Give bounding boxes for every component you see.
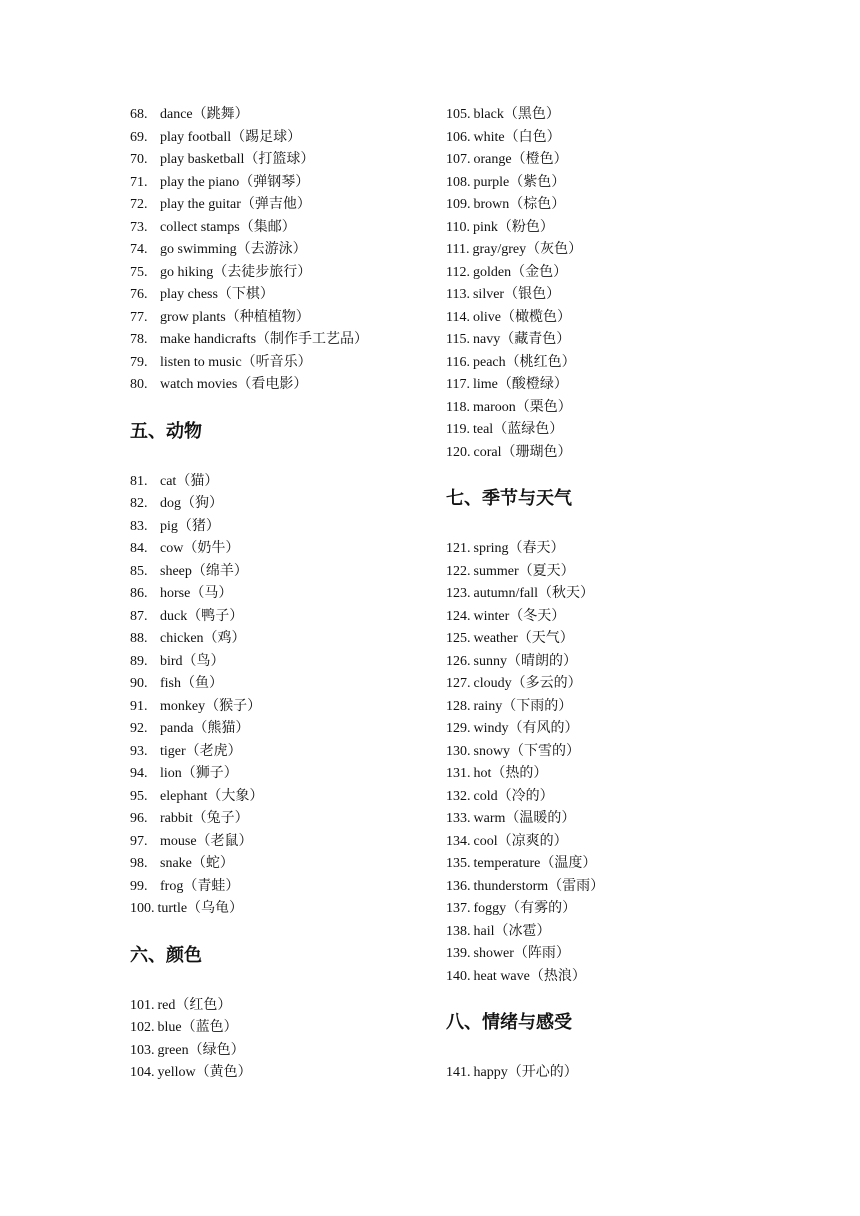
item-text: dance（跳舞） xyxy=(160,107,249,122)
item-number: 112. xyxy=(446,264,470,280)
vocab-item xyxy=(446,606,746,629)
item-text: silver（银色） xyxy=(472,287,561,302)
item-number: 73. xyxy=(130,219,148,235)
item-text: snake（蛇） xyxy=(160,856,234,871)
item-text: sheep（绵羊） xyxy=(160,563,248,579)
vocab-item xyxy=(130,786,420,809)
item-number: 119. xyxy=(446,422,470,437)
item-text: lime（酸橙绿） xyxy=(472,377,568,392)
item-text: go swimming（去游泳） xyxy=(160,242,307,257)
item-number: 105. xyxy=(446,107,471,122)
item-text: happy（开心的） xyxy=(473,1065,578,1080)
item-number: 83. xyxy=(130,518,148,534)
item-number: 138. xyxy=(446,923,471,939)
vocab-item xyxy=(130,696,420,719)
item-text: rainy（下雨的） xyxy=(473,698,573,714)
item-number: 131. xyxy=(446,766,471,781)
item-text: yellow（黄色） xyxy=(157,1065,252,1080)
item-number: 136. xyxy=(446,878,471,894)
vocab-item xyxy=(130,538,420,561)
item-text: autumn/fall（秋天） xyxy=(473,586,595,601)
item-number: 93. xyxy=(130,743,148,759)
vocab-item xyxy=(130,172,420,195)
item-number: 95. xyxy=(130,788,148,804)
vocab-item xyxy=(446,419,746,442)
item-text: summer（夏天） xyxy=(473,563,575,579)
item-text: snowy（下雪的） xyxy=(473,743,581,759)
vocab-item xyxy=(130,329,420,352)
item-number: 128. xyxy=(446,698,471,714)
item-number: 139. xyxy=(446,946,471,961)
item-number: 78. xyxy=(130,332,148,347)
vocab-item xyxy=(446,442,746,465)
item-number: 117. xyxy=(446,377,470,392)
vocab-item xyxy=(446,397,746,420)
vocab-item xyxy=(130,876,420,899)
vocab-item xyxy=(446,853,746,876)
item-number: 125. xyxy=(446,631,471,646)
item-number: 80. xyxy=(130,377,148,392)
vocab-item xyxy=(446,583,746,606)
item-text: peach（桃红色） xyxy=(472,354,576,370)
item-text: dog（狗） xyxy=(160,496,223,511)
item-number: 79. xyxy=(130,354,148,370)
vocab-item xyxy=(130,718,420,741)
item-number: 135. xyxy=(446,856,471,871)
vocab-item xyxy=(130,352,420,375)
item-text: pink（粉色） xyxy=(472,219,554,235)
item-text: sunny（晴朗的） xyxy=(473,653,577,669)
item-number: 72. xyxy=(130,197,148,212)
item-text: cloudy（多云的） xyxy=(473,676,582,691)
item-number: 121. xyxy=(446,541,471,556)
item-number: 81. xyxy=(130,473,148,489)
vocab-item xyxy=(446,943,746,966)
item-text: shower（阵雨） xyxy=(473,946,570,961)
item-number: 109. xyxy=(446,197,471,212)
right-column xyxy=(446,104,746,1085)
item-number: 113. xyxy=(446,287,470,302)
vocab-item xyxy=(446,194,746,217)
item-text: orange（橙色） xyxy=(473,152,568,167)
item-number: 118. xyxy=(446,399,470,415)
item-text: brown（棕色） xyxy=(473,197,566,212)
item-number: 75. xyxy=(130,264,148,280)
vocab-item xyxy=(446,628,746,651)
vocab-item xyxy=(130,853,420,876)
vocab-item xyxy=(130,284,420,307)
item-text: rabbit（兔子） xyxy=(160,811,249,826)
vocab-item xyxy=(446,352,746,375)
vocab-item xyxy=(130,606,420,629)
item-number: 92. xyxy=(130,721,148,736)
item-text: listen to music（听音乐） xyxy=(160,354,312,370)
item-text: horse（马） xyxy=(160,586,233,601)
vocab-item xyxy=(446,127,746,150)
vocab-item xyxy=(446,104,746,127)
vocab-item xyxy=(130,995,420,1018)
item-number: 94. xyxy=(130,766,148,781)
vocab-item xyxy=(446,966,746,989)
item-text: green（绿色） xyxy=(157,1042,245,1058)
item-text: panda（熊猫） xyxy=(160,721,250,736)
item-number: 123. xyxy=(446,586,471,601)
vocab-item xyxy=(446,329,746,352)
vocab-item xyxy=(130,1017,420,1040)
item-number: 129. xyxy=(446,721,471,736)
item-number: 114. xyxy=(446,309,470,325)
vocab-item xyxy=(130,1062,420,1085)
vocab-item xyxy=(130,104,420,127)
item-text: winter（冬天） xyxy=(473,608,566,624)
item-number: 132. xyxy=(446,788,471,804)
item-number: 87. xyxy=(130,608,148,624)
item-number: 90. xyxy=(130,676,148,691)
item-text: bird（鸟） xyxy=(160,653,225,669)
item-number: 68. xyxy=(130,107,148,122)
vocab-item xyxy=(130,763,420,786)
vocab-item xyxy=(446,808,746,831)
vocab-item xyxy=(130,898,420,921)
item-text: monkey（猴子） xyxy=(160,698,262,714)
item-text: foggy（有雾的） xyxy=(473,901,577,916)
item-number: 101. xyxy=(130,997,155,1013)
item-text: black（黑色） xyxy=(473,107,560,122)
vocab-item xyxy=(446,1062,746,1085)
vocab-item xyxy=(446,876,746,899)
item-text: golden（金色） xyxy=(472,264,568,280)
vocab-item xyxy=(446,239,746,262)
item-number: 98. xyxy=(130,856,148,871)
item-number: 137. xyxy=(446,901,471,916)
section-heading: 六、颜色 xyxy=(130,944,202,966)
item-number: 77. xyxy=(130,309,148,325)
item-text: warm（温暖的） xyxy=(473,811,576,826)
vocab-item xyxy=(446,718,746,741)
item-text: lion（狮子） xyxy=(160,766,238,781)
vocab-item xyxy=(130,149,420,172)
item-number: 127. xyxy=(446,676,471,691)
item-number: 88. xyxy=(130,631,148,646)
item-number: 106. xyxy=(446,129,471,145)
item-text: make handicrafts（制作手工艺品） xyxy=(160,332,369,347)
item-text: cold（冷的） xyxy=(473,788,554,804)
vocab-item xyxy=(446,898,746,921)
vocab-item xyxy=(446,921,746,944)
item-text: turtle（乌龟） xyxy=(157,901,244,916)
item-number: 96. xyxy=(130,811,148,826)
item-number: 130. xyxy=(446,743,471,759)
item-number: 110. xyxy=(446,219,470,235)
section-heading: 八、情绪与感受 xyxy=(446,1012,572,1033)
item-number: 111. xyxy=(446,242,470,257)
item-number: 124. xyxy=(446,608,471,624)
item-text: tiger（老虎） xyxy=(160,743,242,759)
item-text: weather（天气） xyxy=(473,631,574,646)
item-text: mouse（老鼠） xyxy=(160,833,253,849)
item-text: watch movies（看电影） xyxy=(160,377,308,392)
item-number: 133. xyxy=(446,811,471,826)
item-text: olive（橄榄色） xyxy=(472,309,571,325)
item-text: frog（青蛙） xyxy=(160,878,240,894)
item-text: thunderstorm（雷雨） xyxy=(473,878,605,894)
item-number: 97. xyxy=(130,833,148,849)
item-number: 91. xyxy=(130,698,148,714)
vocab-item xyxy=(130,493,420,516)
vocab-item xyxy=(130,127,420,150)
item-number: 140. xyxy=(446,968,471,984)
vocab-item xyxy=(130,307,420,330)
item-number: 85. xyxy=(130,563,148,579)
item-number: 108. xyxy=(446,174,471,190)
item-text: windy（有风的） xyxy=(473,721,579,736)
vocab-item xyxy=(130,374,420,397)
vocab-item xyxy=(446,651,746,674)
item-number: 74. xyxy=(130,242,148,257)
vocab-item xyxy=(446,172,746,195)
item-number: 126. xyxy=(446,653,471,669)
item-number: 71. xyxy=(130,174,148,190)
vocab-item xyxy=(446,538,746,561)
vocab-item xyxy=(130,217,420,240)
item-text: maroon（栗色） xyxy=(472,399,572,415)
vocab-item xyxy=(446,262,746,285)
vocab-item xyxy=(446,561,746,584)
item-number: 70. xyxy=(130,152,148,167)
item-number: 89. xyxy=(130,653,148,669)
item-text: elephant（大象） xyxy=(160,788,264,804)
vocab-item xyxy=(446,149,746,172)
item-number: 134. xyxy=(446,833,471,849)
item-text: coral（珊瑚色） xyxy=(473,444,572,460)
vocab-item xyxy=(446,673,746,696)
item-text: grow plants（种植植物） xyxy=(160,309,310,325)
item-text: teal（蓝绿色） xyxy=(472,422,564,437)
item-number: 69. xyxy=(130,129,148,145)
vocab-item xyxy=(130,583,420,606)
vocab-item xyxy=(446,741,746,764)
item-text: play the guitar（弹吉他） xyxy=(160,197,311,212)
item-text: heat wave（热浪） xyxy=(473,968,586,984)
item-text: navy（藏青色） xyxy=(472,332,571,347)
vocab-item xyxy=(130,471,420,494)
vocab-item xyxy=(130,741,420,764)
item-number: 76. xyxy=(130,287,148,302)
item-number: 107. xyxy=(446,152,471,167)
vocab-item xyxy=(130,1040,420,1063)
vocab-item xyxy=(130,561,420,584)
vocab-item xyxy=(130,628,420,651)
vocab-item xyxy=(130,262,420,285)
item-text: collect stamps（集邮） xyxy=(160,219,296,235)
item-text: red（红色） xyxy=(157,997,232,1013)
vocab-item xyxy=(446,374,746,397)
item-text: chicken（鸡） xyxy=(160,631,246,646)
vocab-item xyxy=(130,651,420,674)
vocab-item xyxy=(130,239,420,262)
item-text: go hiking（去徒步旅行） xyxy=(160,264,312,280)
item-number: 86. xyxy=(130,586,148,601)
item-number: 104. xyxy=(130,1065,155,1080)
vocab-item xyxy=(446,831,746,854)
item-text: hot（热的） xyxy=(473,766,548,781)
vocab-item xyxy=(446,763,746,786)
section-heading: 七、季节与天气 xyxy=(446,488,572,509)
vocab-item xyxy=(446,786,746,809)
item-text: white（白色） xyxy=(473,129,561,145)
vocab-item xyxy=(446,284,746,307)
vocab-item xyxy=(446,696,746,719)
vocab-item xyxy=(130,194,420,217)
vocab-item xyxy=(446,217,746,240)
item-number: 82. xyxy=(130,496,148,511)
item-number: 102. xyxy=(130,1020,155,1035)
item-number: 115. xyxy=(446,332,470,347)
left-column xyxy=(130,104,420,1085)
item-text: spring（春天） xyxy=(473,541,565,556)
vocab-item xyxy=(446,307,746,330)
item-number: 100. xyxy=(130,901,155,916)
item-text: duck（鸭子） xyxy=(160,608,244,624)
item-text: play basketball（打篮球） xyxy=(160,152,315,167)
item-text: blue（蓝色） xyxy=(157,1020,238,1035)
item-number: 122. xyxy=(446,563,471,579)
item-text: cat（猫） xyxy=(160,473,219,489)
vocab-item xyxy=(130,808,420,831)
item-text: play football（踢足球） xyxy=(160,129,302,145)
item-text: pig（猪） xyxy=(160,518,220,534)
item-text: gray/grey（灰色） xyxy=(472,242,583,257)
section-heading: 五、动物 xyxy=(130,420,202,442)
item-text: fish（鱼） xyxy=(160,676,223,691)
vocab-item xyxy=(130,516,420,539)
item-text: cow（奶牛） xyxy=(160,541,240,556)
item-text: play chess（下棋） xyxy=(160,287,274,302)
item-number: 99. xyxy=(130,878,148,894)
item-text: cool（凉爽的） xyxy=(473,833,568,849)
item-number: 120. xyxy=(446,444,471,460)
vocab-item xyxy=(130,673,420,696)
vocab-item xyxy=(130,831,420,854)
item-number: 103. xyxy=(130,1042,155,1058)
item-number: 141. xyxy=(446,1065,471,1080)
item-number: 84. xyxy=(130,541,148,556)
item-text: play the piano（弹钢琴） xyxy=(160,174,310,190)
item-number: 116. xyxy=(446,354,470,370)
item-text: hail（冰雹） xyxy=(473,923,551,939)
item-text: purple（紫色） xyxy=(473,174,566,190)
item-text: temperature（温度） xyxy=(473,856,597,871)
